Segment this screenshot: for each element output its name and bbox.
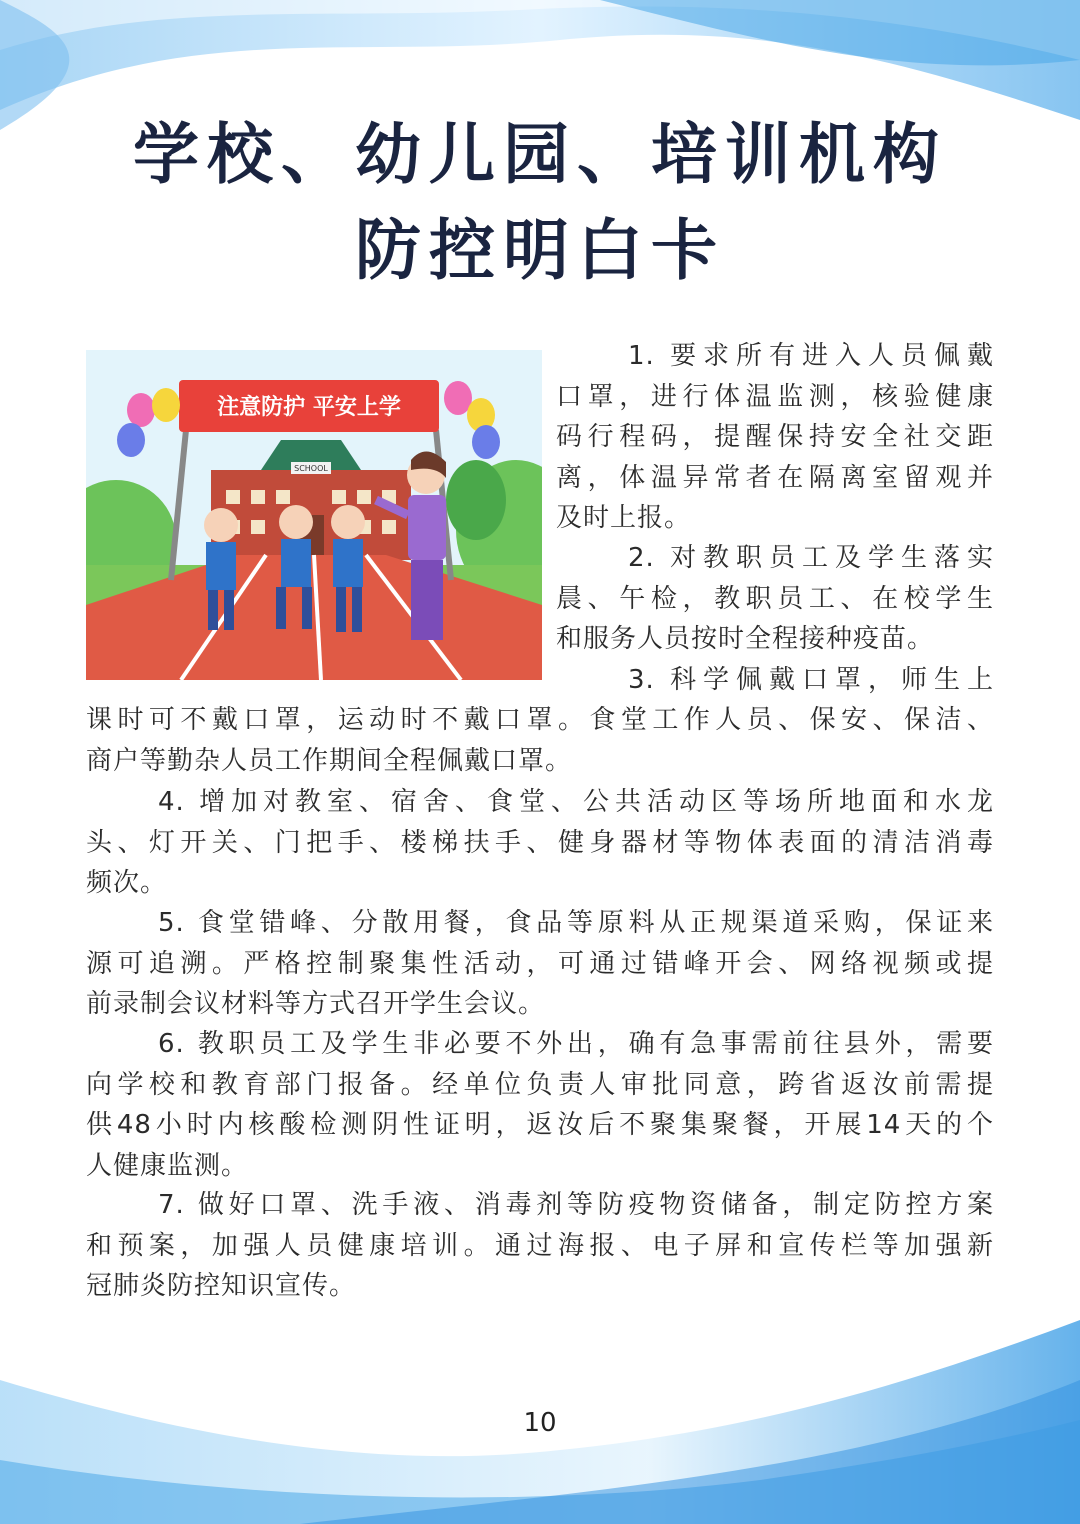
paragraph-5-line-2: 源可追溯。严格控制聚集性活动，可通过错峰开会、网络视频或提: [86, 948, 994, 979]
paragraph-3: [86, 700, 994, 781]
paragraph-1-line-4: 离，体温异常者在隔离室留观并: [556, 462, 994, 493]
paragraph-3-line-3: 商户等勤杂人员工作期间全程佩戴口罩。: [86, 745, 573, 776]
paragraph-4-line-2: 头、灯开关、门把手、楼梯扶手、健身器材等物体表面的清洁消毒: [86, 827, 994, 858]
paragraph-7: [86, 1185, 994, 1307]
paragraph-1-line-1: 1. 要求所有进入人员佩戴: [628, 341, 994, 371]
paragraph-7-line-2: 和预案，加强人员健康培训。通过海报、电子屏和宣传栏等加强新: [86, 1230, 994, 1261]
paragraph-5-line-3: 前录制会议材料等方式召开学生会议。: [86, 989, 546, 1019]
paragraph-4-line-3: 频次。: [86, 868, 168, 898]
paragraph-5: [86, 903, 994, 1025]
school-illustration: [86, 350, 542, 680]
paragraph-6: [86, 1024, 994, 1186]
paragraph-5-line-1: 5. 食堂错峰、分散用餐，食品等原料从正规渠道采购，保证来: [158, 908, 994, 938]
paragraph-1: [556, 336, 994, 539]
paragraph-6-line-3: 供48小时内核酸检测阴性证明，返汝后不聚集聚餐，开展14天的个: [86, 1110, 994, 1140]
paragraph-6-line-1: 6. 教职员工及学生非必要不外出，确有急事需前往县外，需要: [158, 1029, 994, 1059]
banner-text: 注意防护 平安上学: [217, 395, 401, 420]
page-title-line-2: 防控明白卡: [355, 212, 725, 289]
paragraph-4-line-1: 4. 增加对教室、宿舍、食堂、公共活动区等场所地面和水龙: [158, 787, 994, 817]
paragraph-2-line-2: 晨、午检，教职员工、在校学生: [556, 583, 994, 614]
paragraph-3-line-1-wrap: [556, 660, 994, 701]
paragraph-2-line-3: 和服务人员按时全程接种疫苗。: [556, 624, 935, 654]
paragraph-2-line-1: 2. 对教职员工及学生落实: [628, 543, 994, 573]
building-sign: SCHOOL: [294, 464, 328, 473]
paragraph-3-line-1: 3. 科学佩戴口罩，师生上: [628, 665, 994, 695]
paragraph-3-line-2: 课时可不戴口罩，运动时不戴口罩。食堂工作人员、保安、保洁、: [86, 705, 994, 735]
paragraph-1-line-3: 码行程码，提醒保持安全社交距: [556, 422, 994, 452]
paragraph-7-line-1: 7. 做好口罩、洗手液、消毒剂等防疫物资储备，制定防控方案: [158, 1190, 994, 1220]
paragraph-1-line-2: 口罩，进行体温监测，核验健康: [556, 381, 994, 412]
page-number: 10: [523, 1408, 557, 1438]
paragraph-1-line-5: 及时上报。: [556, 503, 692, 533]
paragraph-7-line-3: 冠肺炎防控知识宣传。: [86, 1271, 357, 1301]
paragraph-2: [556, 538, 994, 660]
paragraph-4: [86, 782, 994, 904]
paragraph-6-line-4: 人健康监测。: [86, 1150, 249, 1181]
paragraph-6-line-2: 向学校和教育部门报备。经单位负责人审批同意，跨省返汝前需提: [86, 1069, 994, 1100]
page-title-line-1: 学校、幼儿园、培训机构: [133, 116, 947, 193]
students: [204, 505, 365, 632]
